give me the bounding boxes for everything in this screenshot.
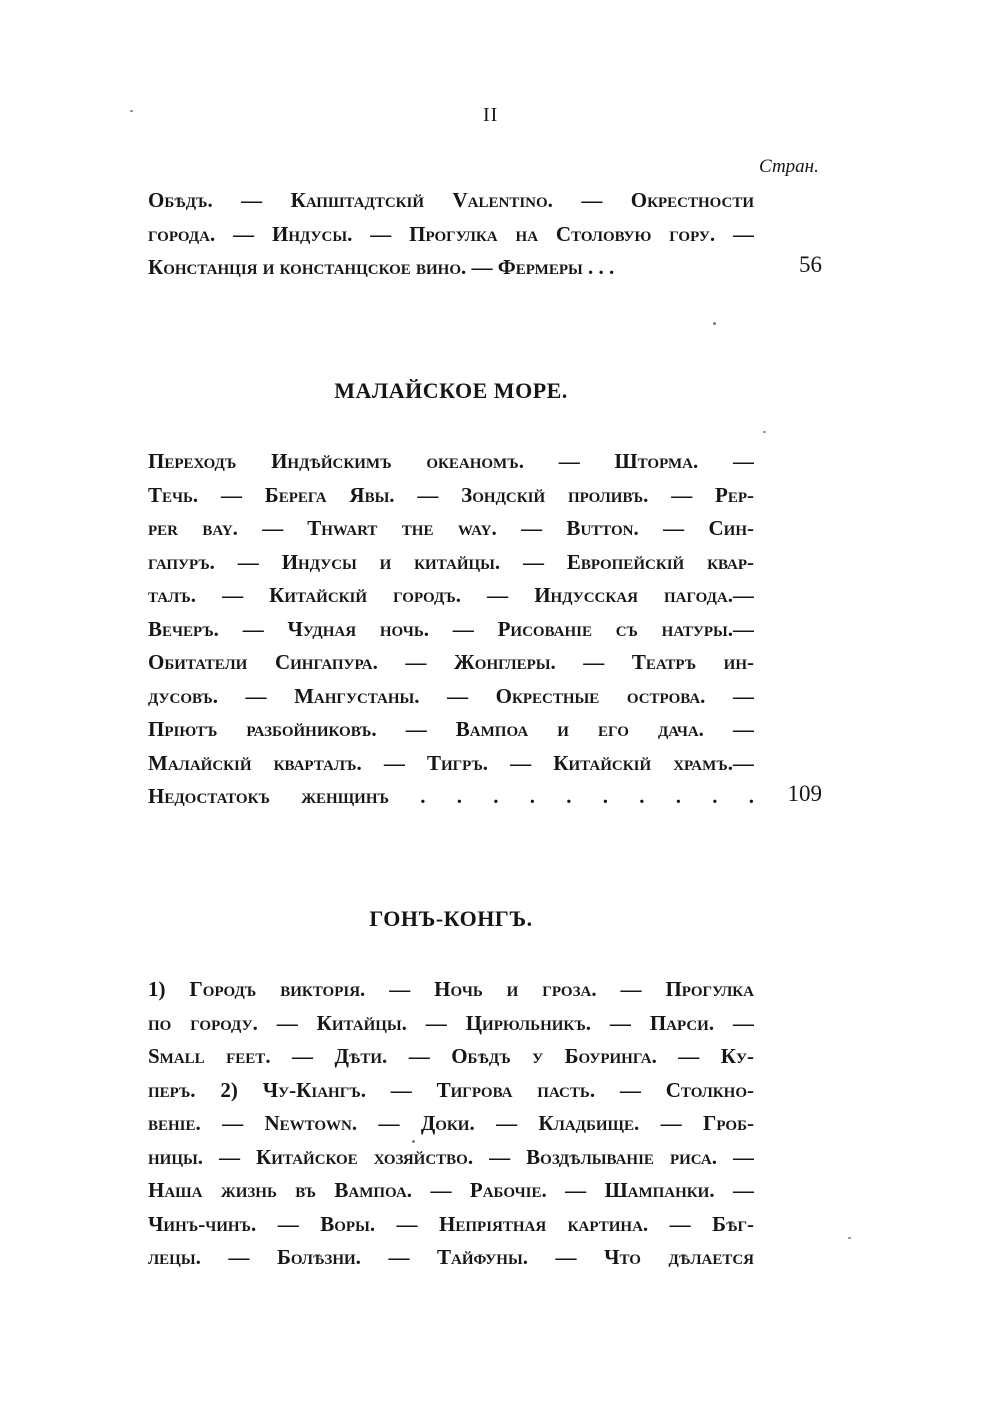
toc-line: Прiютъ разбойниковъ. — Вампоа и его дача. — (148, 717, 754, 741)
toc-line: Констанцiя и констанцское вино. — Фермеры . . . (148, 255, 615, 279)
toc-line: талъ. — Китайскiй городъ. — Индусская пагода.— (148, 583, 754, 607)
section-title-malay-sea: МАЛАЙСКОЕ МОРЕ. (334, 378, 568, 403)
toc-line: Чинъ-чинъ. — Воры. — Непрiятная картина. — Бѣг- (148, 1211, 754, 1236)
scan-speck (713, 322, 716, 325)
toc-line: Вечеръ. — Чудная ночь. — Рисованiе съ натуры.— (148, 616, 754, 641)
scan-speck (763, 431, 766, 433)
toc-page-number: 56 (799, 252, 822, 277)
toc-line: Переходъ Индѣйскимъ океаномъ. — Шторма. — (148, 449, 754, 473)
toc-line: Small feet. — Дѣти. — Обѣдъ у Боуринга. — Ку- (148, 1044, 754, 1068)
toc-line: Течь. — Берега Явы. — Зондскiй проливъ. — Pep- (148, 482, 754, 507)
toc-entry-cape-town (148, 184, 754, 285)
toc-line: Малайскiй кварталъ. — Тигръ. — Китайскiй храмъ.— (148, 750, 754, 775)
toc-line: венiе. — Newtown. — Доки. — Кладбище. — Гроб- (148, 1111, 754, 1135)
toc-entry-hong-kong (148, 973, 754, 1275)
page-column-header: Стран. (759, 156, 819, 177)
section-title-hong-kong: ГОНЪ-КОНГЪ. (369, 906, 533, 931)
scan-speck (848, 1237, 851, 1239)
toc-line: по городу. — Китайцы. — Цирюльникъ. — Парси. — (148, 1010, 754, 1035)
toc-line: дусовъ. — Мангустаны. — Окрестные острова. — (148, 683, 754, 708)
page-number: II (483, 104, 499, 126)
toc-entry-malay-sea (148, 445, 754, 814)
scan-speck (412, 1140, 415, 1143)
toc-line: лецы. — Болѣзни. — Тайфуны. — Что дѣлается (148, 1245, 754, 1269)
toc-line: гапуръ. — Индусы и китайцы. — Европейскiй квар- (148, 549, 754, 574)
toc-line: Наша жизнь въ Вампоа. — Рабочiе. — Шампанки. — (148, 1178, 754, 1202)
toc-line: Недостатокъ женщинъ . . . . . . . . . . (148, 784, 754, 808)
toc-line: Обитатели Сингапура. — Жонглеры. — Театръ ин- (148, 650, 754, 674)
toc-line: per bay. — Thwart the way. — Button. — Син- (148, 516, 754, 540)
toc-line: города. — Индусы. — Прогулка на Столовую гору. — (148, 221, 754, 246)
toc-page-number: 109 (787, 781, 822, 806)
toc-line: ницы. — Китайское хозяйство. — Воздѣлыванiе риса. — (148, 1144, 754, 1169)
toc-line: Обѣдъ. — Капштадтскiй Valentino. — Окрестности (148, 188, 754, 212)
toc-line: перъ. 2) Чу-Кiангъ. — Тигрова пасть. — Столкно- (148, 1077, 754, 1102)
toc-line: 1) Городъ викторiя. — Ночь и гроза. — Прогулка (148, 977, 754, 1001)
scan-speck (130, 110, 133, 112)
